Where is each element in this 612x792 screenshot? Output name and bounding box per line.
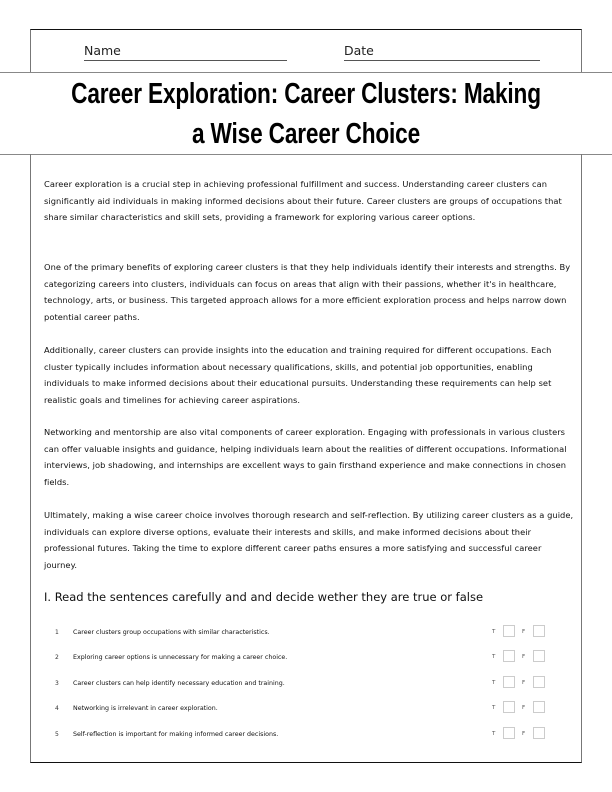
false-label: F bbox=[522, 629, 526, 635]
date-label: Date bbox=[344, 43, 374, 58]
tf-question-row bbox=[31, 727, 579, 745]
tf-question-row bbox=[31, 701, 579, 719]
tf-question-row bbox=[31, 676, 579, 694]
question-number: 1 bbox=[55, 629, 59, 636]
true-checkbox[interactable] bbox=[503, 625, 515, 637]
content-box bbox=[30, 154, 582, 763]
false-checkbox[interactable] bbox=[533, 701, 545, 713]
question-text: Self-reflection is important for making informed career decisions. bbox=[73, 731, 279, 738]
true-label: T bbox=[492, 731, 496, 737]
question-text: Career clusters can help identify necessary education and training. bbox=[73, 680, 285, 687]
exercise-heading: I. Read the sentences carefully and and decide wether they are true or false bbox=[44, 590, 484, 604]
true-label: T bbox=[492, 654, 496, 660]
paragraph-1: Career exploration is a crucial step in achieving professional fulfillment and success. Understanding career clusters can significantly aid individuals in making informed decisions about their future. Career clusters are groups of occupations that share similar characteristics and skill sets, providing a framework for exploring various career options. bbox=[44, 179, 562, 223]
true-label: T bbox=[492, 629, 496, 635]
page-title: Career Exploration: Career Clusters: Making a Wise Career Choice bbox=[71, 78, 541, 150]
tf-question-row bbox=[31, 650, 579, 668]
paragraph-5: Ultimately, making a wise career choice involves thorough research and self-reflection. By utilizing career clusters as a guide, individuals can explore diverse options, evaluate their interests and skills, and make informed decisions about their professional futures. Taking the time to explore different career paths ensures a more satisfying and successful career journey. bbox=[44, 510, 574, 570]
name-label: Name bbox=[84, 43, 121, 58]
false-checkbox[interactable] bbox=[533, 676, 545, 688]
paragraph-4: Networking and mentorship are also vital components of career exploration. Engaging with professionals in various clusters can offer valuable insights and guidance, helping individuals learn about the realities of different occupations. Informational interviews, job shadowing, and internships are excellent ways to gain firsthand experience and make connections in chosen fields. bbox=[44, 427, 567, 487]
divider-top bbox=[0, 72, 612, 73]
true-checkbox[interactable] bbox=[503, 650, 515, 662]
question-number: 2 bbox=[55, 654, 59, 661]
false-checkbox[interactable] bbox=[533, 650, 545, 662]
true-checkbox[interactable] bbox=[503, 701, 515, 713]
false-label: F bbox=[522, 680, 526, 686]
date-field[interactable] bbox=[344, 43, 540, 61]
name-field[interactable] bbox=[84, 43, 287, 61]
false-checkbox[interactable] bbox=[533, 727, 545, 739]
true-checkbox[interactable] bbox=[503, 676, 515, 688]
paragraph-3: Additionally, career clusters can provide insights into the education and training required for different occupations. Each cluster typically includes information about necessary qualifications, skills, and potential job opportunities, enabling individuals to make informed decisions about their educational pursuits. Understanding these requirements can help set realistic goals and timelines for achieving career aspirations. bbox=[44, 345, 552, 405]
tf-question-row bbox=[31, 625, 579, 643]
question-number: 3 bbox=[55, 680, 59, 687]
false-checkbox[interactable] bbox=[533, 625, 545, 637]
true-checkbox[interactable] bbox=[503, 727, 515, 739]
false-label: F bbox=[522, 705, 526, 711]
false-label: F bbox=[522, 731, 526, 737]
question-number: 4 bbox=[55, 705, 59, 712]
true-label: T bbox=[492, 705, 496, 711]
true-label: T bbox=[492, 680, 496, 686]
false-label: F bbox=[522, 654, 526, 660]
question-text: Networking is irrelevant in career exploration. bbox=[73, 705, 218, 712]
question-text: Exploring career options is unnecessary for making a career choice. bbox=[73, 654, 288, 661]
question-number: 5 bbox=[55, 731, 59, 738]
paragraph-2: One of the primary benefits of exploring career clusters is that they help individuals identify their interests and strengths. By categorizing careers into clusters, individuals can focus on areas that align with their passions, whether it's in healthcare, technology, arts, or business. This targeted approach allows for a more efficient exploration process and helps narrow down potential career paths. bbox=[44, 262, 571, 322]
header-box bbox=[30, 29, 582, 72]
question-text: Career clusters group occupations with similar characteristics. bbox=[73, 629, 270, 636]
